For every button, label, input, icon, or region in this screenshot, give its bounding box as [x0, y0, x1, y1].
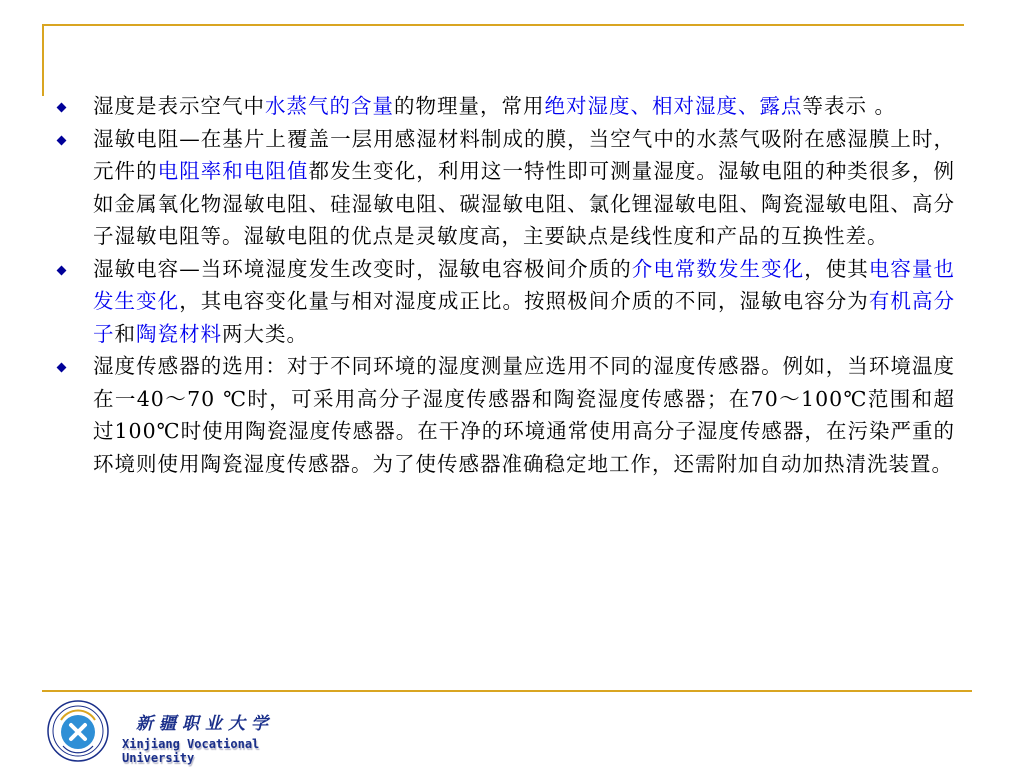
left-accent-line [42, 24, 44, 96]
bullet-item [55, 90, 955, 123]
bullet-item [55, 123, 955, 253]
highlight-text: 有机高分子 [93, 289, 956, 346]
highlight-text: 陶瓷材料 [136, 321, 222, 346]
bullet-text: 两大类。 [222, 321, 308, 346]
highlight-text: 水蒸气的含量 [265, 94, 394, 118]
bullet-item [55, 350, 955, 480]
university-logo [44, 697, 334, 765]
diamond-bullet-icon [57, 265, 67, 275]
highlight-text: 介电常数发生变化 [631, 256, 805, 281]
bullet-text: 都发生变化，利用这一特性即可测量湿度。湿敏电阻的种类很多，例如金属氧化物湿敏电阻、硅湿敏电阻、碳湿敏电阻、氯化锂湿敏电阻、陶瓷湿敏电阻、高分子湿敏电阻等。湿敏电阻的优点是灵敏度高，主要缺点是线性度和产品的互换性差。 [93, 159, 956, 248]
highlight-text: 绝对湿度、相对湿度、露点 [544, 94, 803, 118]
bullet-text: 湿度传感器的选用：对于不同环境的湿度测量应选用不同的湿度传感器。例如，当环境温度在一40～70 ℃时，可采用高分子湿度传感器和陶瓷湿度传感器；在70～100℃范围和超过100℃时使用陶瓷湿度传感器。在干净的环境通常使用高分子湿度传感器，在污染严重的环境则使用陶瓷湿度传感器。为了使传感器准确稳定地工作，还需附加自动加热清洗装置。 [93, 354, 955, 476]
university-seal-icon [47, 700, 109, 762]
diamond-bullet-icon [57, 363, 67, 373]
bullet-text: 湿度是表示空气中 [93, 94, 265, 118]
highlight-text: 电容量也发生变化 [93, 256, 956, 313]
bullet-text: 的物理量，常用 [394, 94, 545, 118]
diamond-bullet-icon [57, 103, 67, 113]
bullet-text: 湿敏电容—当环境湿度发生改变时，湿敏电容极间介质的 [93, 256, 632, 281]
bullet-text: 等表示 。 [802, 94, 897, 118]
slide-content [55, 90, 955, 480]
bullet-item [55, 253, 955, 351]
diamond-bullet-icon [57, 135, 67, 145]
bullet-text: ，使其 [804, 256, 869, 281]
bullet-text: 湿敏电阻—在基片上覆盖一层用感湿材料制成的膜，当空气中的水蒸气吸附在感湿膜上时，元件的 [93, 126, 955, 183]
highlight-text: 电阻率和电阻值 [157, 159, 309, 183]
bullet-text: 和 [114, 321, 136, 346]
university-name-en: Xinjiang Vocational University [122, 737, 260, 765]
top-divider-line [42, 24, 964, 26]
bullet-text: ，其电容变化量与相对湿度成正比。按照极间介质的不同，湿敏电容分为 [179, 289, 869, 313]
university-name-cn: 新疆职业大学 [136, 714, 274, 734]
bottom-divider-line [42, 690, 972, 692]
